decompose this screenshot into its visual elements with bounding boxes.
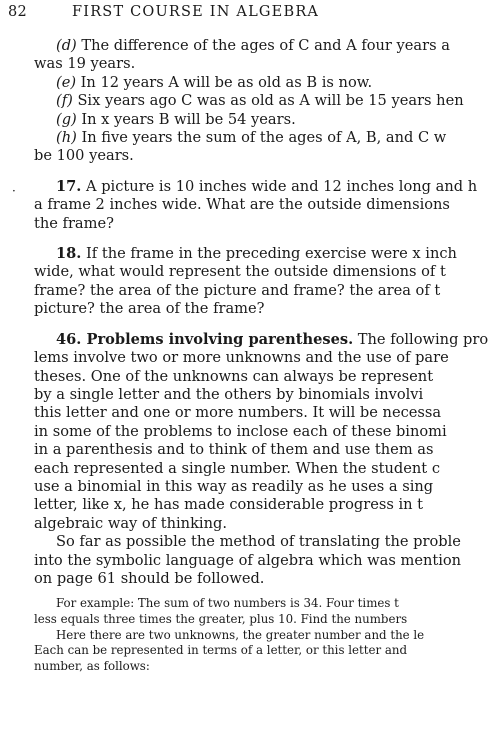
example-block: For example: The sum of two numbers is 34. Four times t less equals three times the greater, plus 10. Find the numbers Here there are two unknowns, the greater number and the le Each can be represented in terms of a letter, or this letter and number, as follows: xyxy=(34,596,425,673)
exercise-d: (d) The difference of the ages of C and A four years a xyxy=(56,37,450,54)
exercise-g: (g) In x years B will be 54 years. xyxy=(56,110,296,128)
exercise-f: (f) Six years ago C was as old as A will be 15 years hen xyxy=(56,92,464,110)
running-header xyxy=(8,4,488,20)
exercise-e: (e) In 12 years A will be as old as B is now. xyxy=(56,73,373,91)
exercise-d-cont: was 19 years. xyxy=(34,55,136,73)
page-body xyxy=(34,37,488,674)
section-heading: 46. Problems involving parentheses. xyxy=(56,330,354,348)
exercise-h-cont: be 100 years. xyxy=(34,147,134,165)
margin-mark: · xyxy=(12,184,16,198)
exercise-h: (h) In five years the sum of the ages of A, B, and C w xyxy=(56,129,447,147)
problem-17: 17. A picture is 10 inches wide and 12 inches long and h a frame 2 inches wide. What are the outside dimensions the frame? xyxy=(34,177,478,232)
problem-18: 18. If the frame in the preceding exercise were x inch wide, what would represent the outside dimensions of t frame? the area of the picture and frame? the area of t picture? the area of the frame? xyxy=(34,245,457,318)
running-title: FIRST COURSE IN ALGEBRA xyxy=(72,4,320,20)
problem-18-number: 18. xyxy=(56,245,82,263)
exercise-list xyxy=(34,37,474,166)
problem-17-number: 17. xyxy=(56,177,82,195)
page-number: 82 xyxy=(8,4,28,20)
section-46: 46. Problems involving parentheses. The following pro lems involve two or more unknowns and the use of pare theses. One of the unknowns can always be represent by a single letter and the others by binomials involvi this letter and one or more numbers. It will be necessa in some of the problems to inclose each of these binomi in a parenthesis and to think of them and use them as each represented a single number. When the student c use a binomial in this way as readily as he uses a sing letter, like x, he has made considerable progress in t algebraic way of thinking. So far as possible the method of translating the proble into the symbolic language of algebra which was mention on page 61 should be followed. xyxy=(34,330,488,587)
